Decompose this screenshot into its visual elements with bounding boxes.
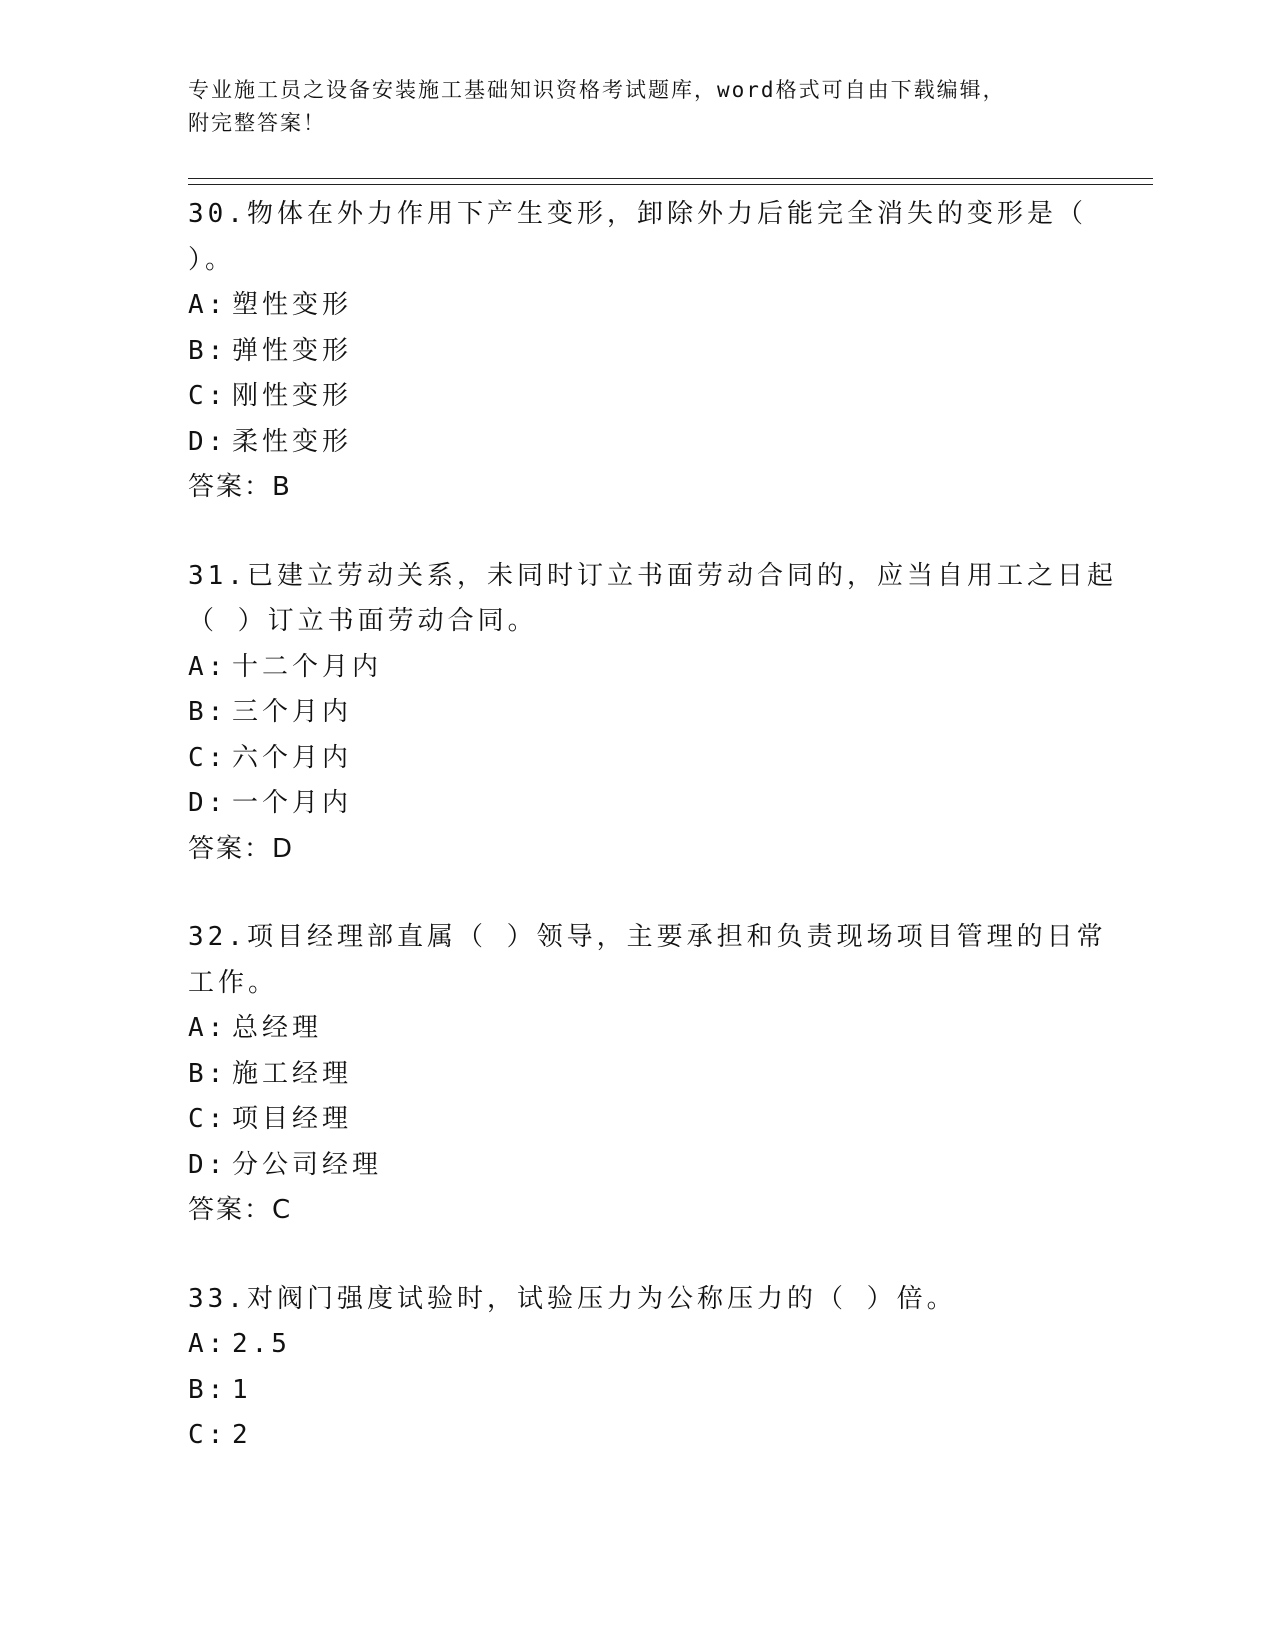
question-stem-line: 30.物体在外力作用下产生变形，卸除外力后能完全消失的变形是（	[188, 199, 1087, 229]
question-stem-line: 31.已建立劳动关系，未同时订立书面劳动合同的，应当自用工之日起	[188, 560, 1117, 591]
option-text: 项目经理	[232, 1104, 353, 1134]
option-label: B:	[188, 1374, 228, 1405]
question-block	[188, 915, 1108, 1234]
option-item	[188, 1322, 1108, 1368]
option-item	[188, 690, 1108, 736]
option-item	[188, 736, 1108, 782]
option-item	[188, 781, 1108, 827]
option-text: 六个月内	[232, 742, 353, 773]
option-label: D:	[188, 788, 228, 818]
question-stem-line: ）。	[188, 244, 236, 275]
option-text: 弹性变形	[232, 335, 353, 366]
document-header	[188, 74, 1088, 140]
question-stem-line: 33.对阀门强度试验时，试验压力为公称压力的（ ）倍。	[188, 1283, 957, 1314]
option-text: 柔性变形	[232, 426, 353, 457]
option-item	[188, 420, 1108, 466]
option-label: B:	[188, 697, 228, 727]
option-text: 施工经理	[232, 1058, 353, 1089]
answer-line: 答案：D	[188, 833, 295, 864]
option-text: 总经理	[232, 1013, 323, 1043]
question-stem-line: 工作。	[188, 967, 279, 998]
option-item	[188, 374, 1108, 420]
option-text: 一个月内	[232, 788, 353, 818]
option-text: 十二个月内	[232, 651, 383, 682]
header-line-1: 专业施工员之设备安装施工基础知识资格考试题库，word格式可自由下载编辑，	[188, 78, 1006, 102]
option-text: 分公司经理	[232, 1149, 383, 1180]
answer-line: 答案：C	[188, 1195, 293, 1225]
option-text: 刚性变形	[232, 381, 353, 411]
option-text: 塑性变形	[232, 290, 353, 320]
option-label: A:	[188, 1013, 228, 1043]
answer-line: 答案：B	[188, 472, 292, 502]
option-item	[188, 1097, 1108, 1143]
question-stem-line: 32.项目经理部直属（ ）领导，主要承担和负责现场项目管理的日常	[188, 922, 1107, 952]
header-divider-bottom	[188, 184, 1153, 185]
option-label: B:	[188, 1058, 228, 1089]
header-divider-top	[188, 178, 1153, 179]
question-block	[188, 1277, 1108, 1459]
option-label: A:	[188, 1329, 228, 1359]
option-label: D:	[188, 1149, 228, 1180]
option-text: 三个月内	[232, 697, 353, 727]
option-item	[188, 645, 1108, 691]
question-block	[188, 554, 1117, 873]
question-list	[188, 192, 1117, 1502]
option-item	[188, 1413, 1108, 1459]
option-text: 1	[232, 1374, 252, 1405]
option-label: C:	[188, 1420, 228, 1450]
option-item	[188, 283, 1108, 329]
option-label: A:	[188, 290, 228, 320]
option-text: 2.5	[232, 1329, 291, 1359]
option-label: B:	[188, 335, 228, 366]
option-label: C:	[188, 1104, 228, 1134]
question-block	[188, 192, 1108, 511]
option-item	[188, 1006, 1108, 1052]
option-item	[188, 329, 1108, 375]
option-label: D:	[188, 426, 228, 457]
question-stem-line: （ ）订立书面劳动合同。	[188, 606, 538, 636]
option-label: C:	[188, 742, 228, 773]
option-label: C:	[188, 381, 228, 411]
header-line-2: 附完整答案！	[188, 111, 326, 135]
option-label: A:	[188, 651, 228, 682]
option-item	[188, 1368, 1108, 1414]
option-item	[188, 1052, 1108, 1098]
option-text: 2	[232, 1420, 252, 1450]
option-item	[188, 1143, 1108, 1189]
